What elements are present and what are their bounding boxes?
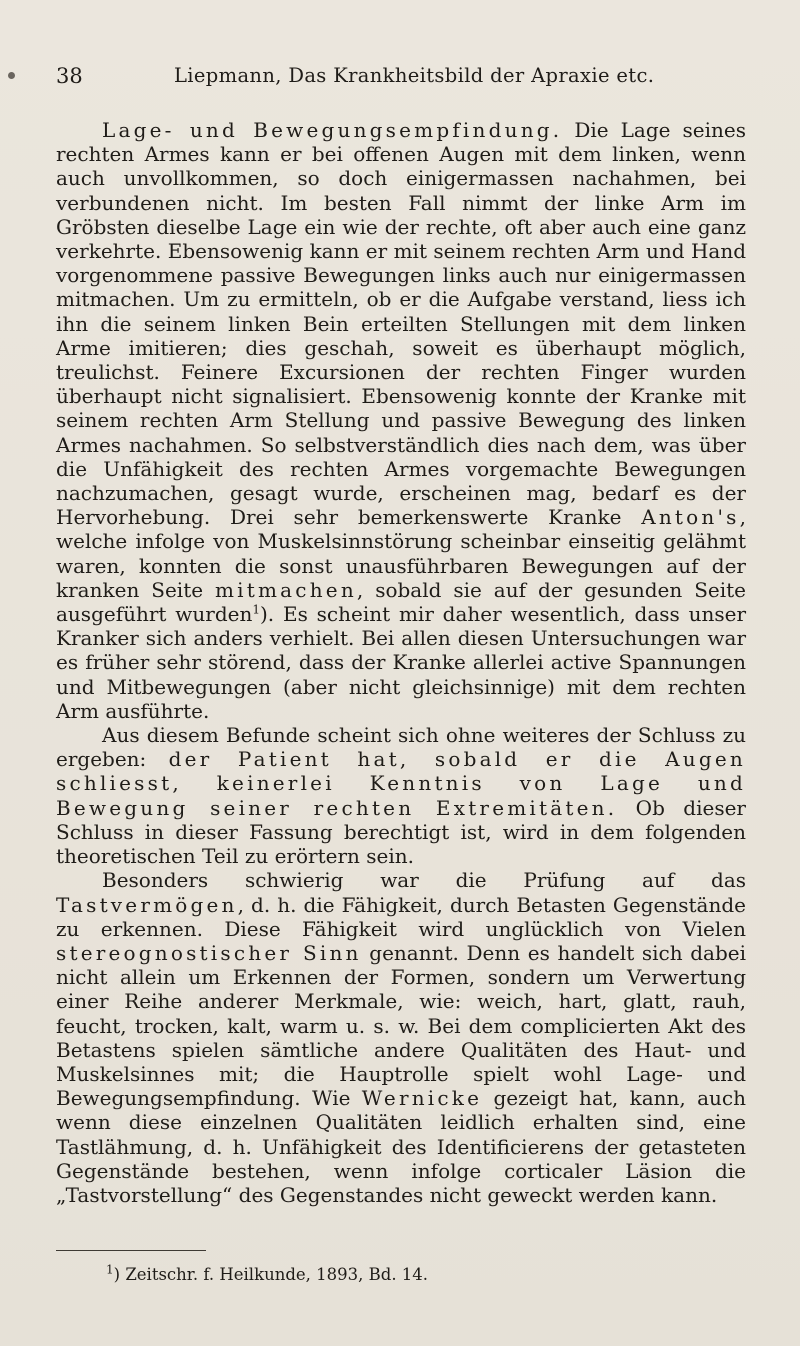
page-number: 38 [56, 64, 83, 88]
footnote [106, 1262, 429, 1284]
emphasis-mitmachen: mitmachen [215, 577, 357, 602]
paragraph-1-text-2: , welche infolge von Muskelsinnstörung scheinbar einseitig gelähmt waren, konnten die sonst unausführbaren Bewegungen auf der kranken Seite [56, 505, 746, 602]
emphasis-conclusion: der Patient hat, sobald er die Augen schliesst, keinerlei Kenntnis von Lage und Bewegung seiner rechten Extremitäten. [56, 747, 747, 820]
paragraph-2-text-1: Aus diesem Befunde scheint sich ohne weiteres der Schluss zu ergeben: [56, 723, 746, 772]
footnote-mark: 1 [106, 1262, 114, 1277]
emphasis-tastvermoegen: Tastvermögen [56, 892, 238, 917]
paragraph-2 [56, 723, 746, 868]
paragraph-3 [56, 868, 746, 1207]
footnote-reference: 1 [252, 602, 260, 617]
margin-dot [8, 72, 15, 79]
paragraph-1 [56, 118, 746, 723]
footnote-divider [56, 1250, 206, 1251]
emphasis-stereognostischer-sinn: stereognostischer Sinn [56, 940, 362, 965]
page-header [56, 64, 746, 94]
author-name-anton: Anton's [641, 505, 740, 530]
paragraph-3-text-3: genannt. Denn es handelt sich dabei nicht allein um Erkennen der Formen, sondern um Verwertung einer Reihe anderer Merkmale, wie: weich, hart, glatt, rauh, feucht, trocken, kalt, warm u. s. w. Bei dem complicierten Akt des Betastens spielen sämtliche andere Qualitäten des Haut- und Muskelsinnes mit; die Hauptrolle spielt wohl Lage- und Bewegungsempfindung. Wie [56, 940, 746, 1111]
paragraph-2-text-2: Ob dieser Schluss in dieser Fassung berechtigt ist, wird in dem folgenden theoretischen Teil zu erörtern sein. [56, 795, 746, 869]
author-name-wernicke: Wernicke [361, 1086, 483, 1111]
footnote-text: ) Zeitschr. f. Heilkunde, 1893, Bd. 14. [113, 1265, 429, 1284]
body-text [56, 118, 746, 1207]
paragraph-1-text-1: Die Lage seines rechten Armes kann er bei offenen Augen mit dem linken, wenn auch unvollkommen, so doch einigermassen nachahmen, bei verbundenen nicht. Im besten Fall nimmt der linke Arm im Gröbsten dieselbe Lage ein wie der rechte, oft aber auch eine ganz verkehrte. Ebensowenig kann er mit seinem rechten Arm und Hand vorgenommene passive Bewegungen links auch nur einigermassen mitmachen. Um zu ermitteln, ob er die Aufgabe verstand, liess ich ihn die seinem linken Bein erteilten Stellungen mit dem linken Arme imitieren; dies geschah, soweit es überhaupt möglich, treulichst. Feinere Excursionen der rechten Finger wurden überhaupt nicht signalisiert. Ebensowenig konnte der Kranke mit seinem rechten Arm Stellung und passive Bewegung des linken Armes nachahmen. So selbstverständlich dies nach dem, was über die Unfähigkeit des rechten Armes vorgemachte Bewegungen nachzumachen, gesagt wurde, erscheinen mag, bedarf es der Hervorhebung. Drei sehr bemerkenswerte Kranke [56, 118, 746, 530]
paragraph-1-text-3: , sobald sie auf der gesunden Seite ausgeführt wurden [56, 577, 747, 627]
paragraph-1-text-4: ). Es scheint mir daher wesentlich, dass unser Kranker sich anders verhielt. Bei allen diesen Untersuchungen war es früher sehr störend, dass der Kranke allerlei active Spannungen und Mitbewegungen (aber nicht gleichsinnige) mit dem rechten Arm ausführte. [56, 602, 746, 723]
paragraph-3-text-2: , d. h. die Fähigkeit, durch Betasten Gegenstände zu erkennen. Diese Fähigkeit wird unglücklich von Vielen [56, 892, 746, 941]
section-heading: Lage- und Bewegungsempfindung. [102, 118, 563, 142]
paragraph-3-text-1: Besonders schwierig war die Prüfung auf das [102, 868, 746, 893]
running-title: Liepmann, Das Krankheitsbild der Apraxie etc. [174, 64, 655, 87]
paragraph-3-text-4: gezeigt hat, kann, auch wenn diese einzelnen Qualitäten leidlich erhalten sind, eine Tastlähmung, d. h. Unfähigkeit des Identificierens der getasteten Gegenstände bestehen, wenn infolge corticaler Läsion die „Tastvorstellung“ des Gegenstandes nicht geweckt werden kann. [56, 1086, 746, 1207]
